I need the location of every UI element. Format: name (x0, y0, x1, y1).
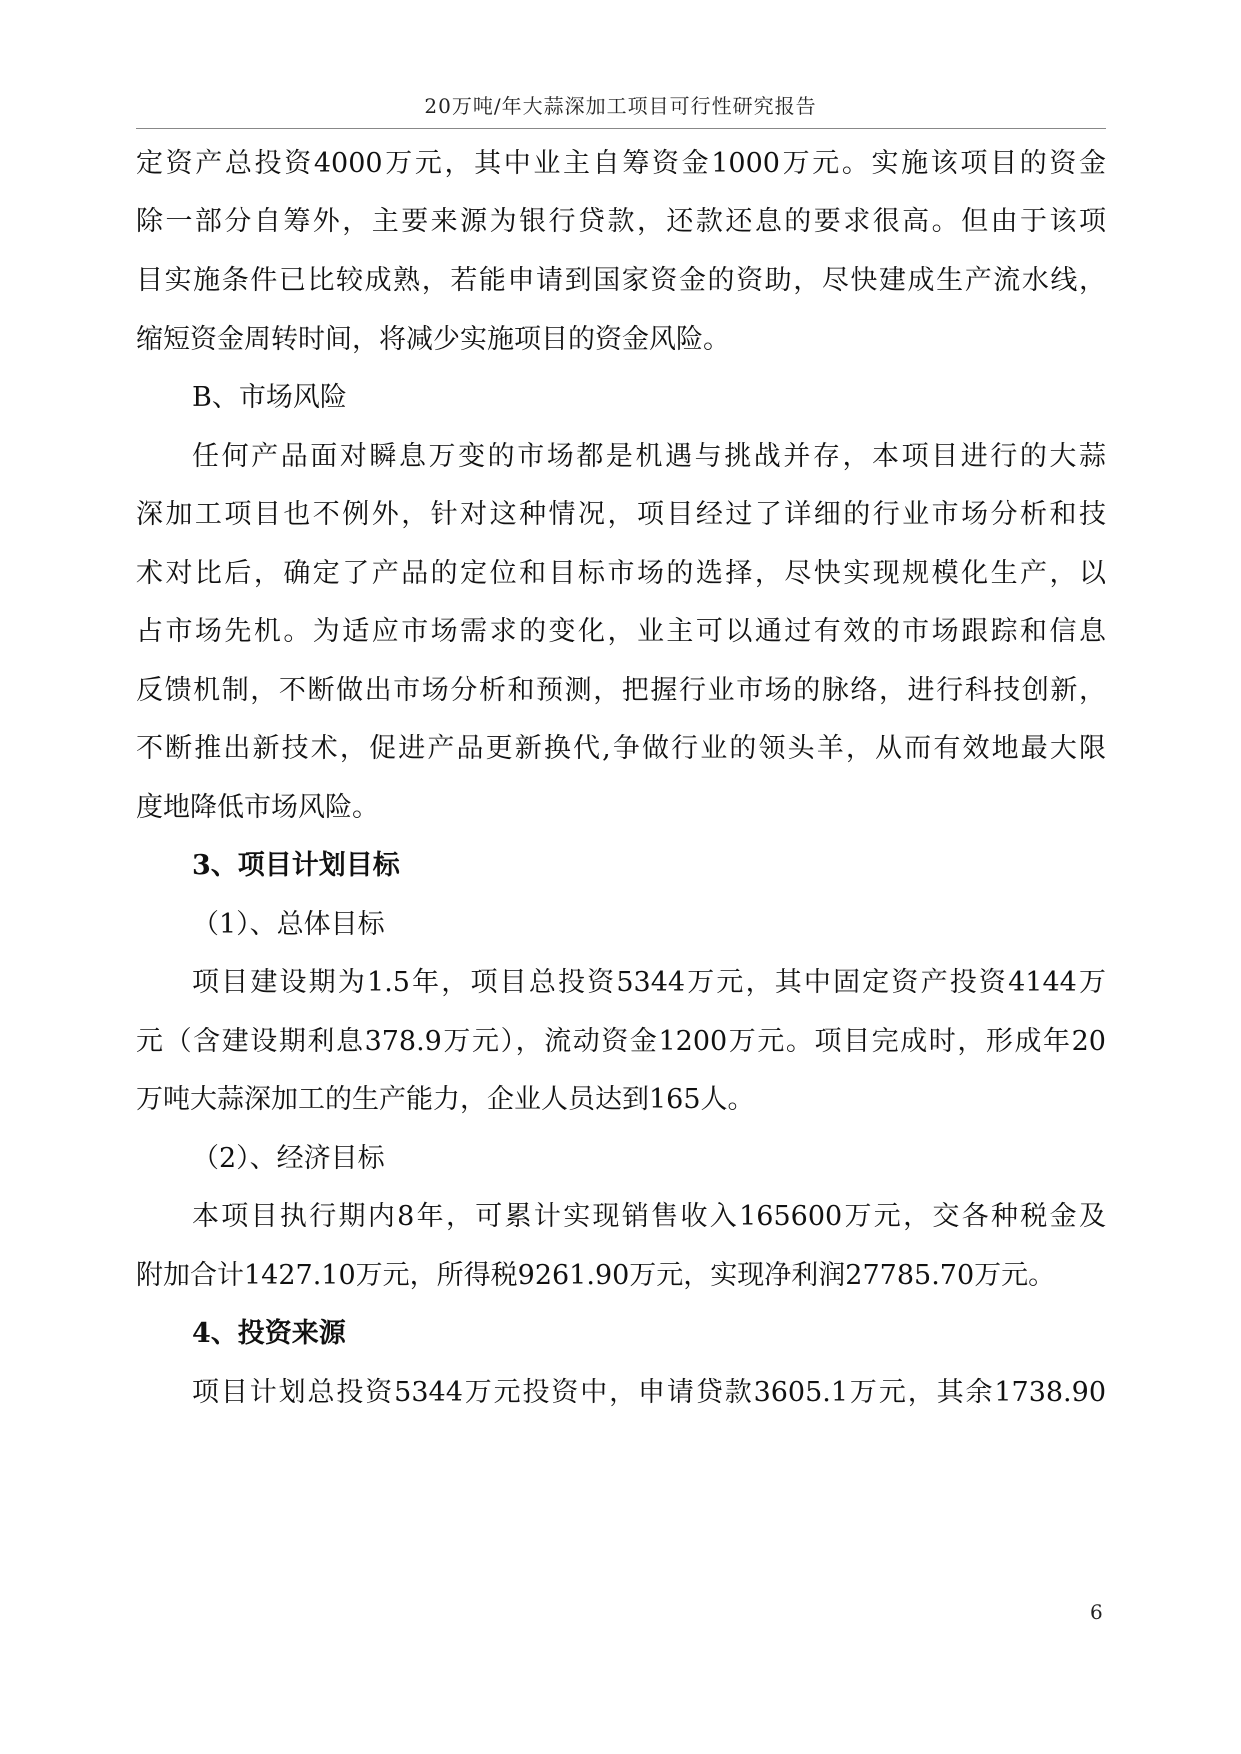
body-line: 除一部分自筹外，主要来源为银行贷款，还款还息的要求很高。但由于该项 (136, 206, 1106, 237)
section-heading: 3、项目计划目标 (192, 850, 400, 881)
body-line: 项目建设期为1.5年，项目总投资5344万元，其中固定资产投资4144万 (192, 967, 1106, 998)
body-line: 万吨大蒜深加工的生产能力，企业人员达到165人。 (136, 1084, 755, 1115)
body-line: 元（含建设期利息378.9万元），流动资金1200万元。项目完成时，形成年20 (136, 1026, 1106, 1057)
body-line: 定资产总投资4000万元，其中业主自筹资金1000万元。实施该项目的资金 (136, 148, 1106, 179)
body-line: 本项目执行期内8年，可累计实现销售收入165600万元，交各种税金及 (192, 1201, 1106, 1232)
body-line: 术对比后，确定了产品的定位和目标市场的选择，尽快实现规模化生产，以 (136, 558, 1106, 589)
page-number: 6 (1090, 1600, 1103, 1624)
body-line: 项目计划总投资5344万元投资中，申请贷款3605.1万元，其余1738.90 (192, 1377, 1106, 1408)
body-line: 度地降低市场风险。 (136, 792, 379, 823)
body-line: 不断推出新技术，促进产品更新换代,争做行业的领头羊，从而有效地最大限 (136, 733, 1106, 764)
body-line: 深加工项目也不例外，针对这种情况，项目经过了详细的行业市场分析和技 (136, 499, 1106, 530)
body-line: 附加合计1427.10万元，所得税9261.90万元，实现净利润27785.70万元。 (136, 1260, 1056, 1291)
header-divider (136, 128, 1106, 129)
body-line: 缩短资金周转时间，将减少实施项目的资金风险。 (136, 324, 730, 355)
body-line: 反馈机制，不断做出市场分析和预测，把握行业市场的脉络，进行科技创新， (136, 675, 1106, 706)
running-header: 20万吨/年大蒜深加工项目可行性研究报告 (424, 94, 817, 118)
body-line: 任何产品面对瞬息万变的市场都是机遇与挑战并存，本项目进行的大蒜 (192, 441, 1106, 472)
body-line: 占市场先机。为适应市场需求的变化，业主可以通过有效的市场跟踪和信息 (136, 616, 1106, 647)
subsection-label: （1）、总体目标 (192, 909, 385, 940)
section-heading: 4、投资来源 (192, 1318, 346, 1349)
subsection-label: B、市场风险 (192, 382, 347, 413)
body-line: 目实施条件已比较成熟，若能申请到国家资金的资助，尽快建成生产流水线， (136, 265, 1106, 296)
subsection-label: （2）、经济目标 (192, 1143, 385, 1174)
